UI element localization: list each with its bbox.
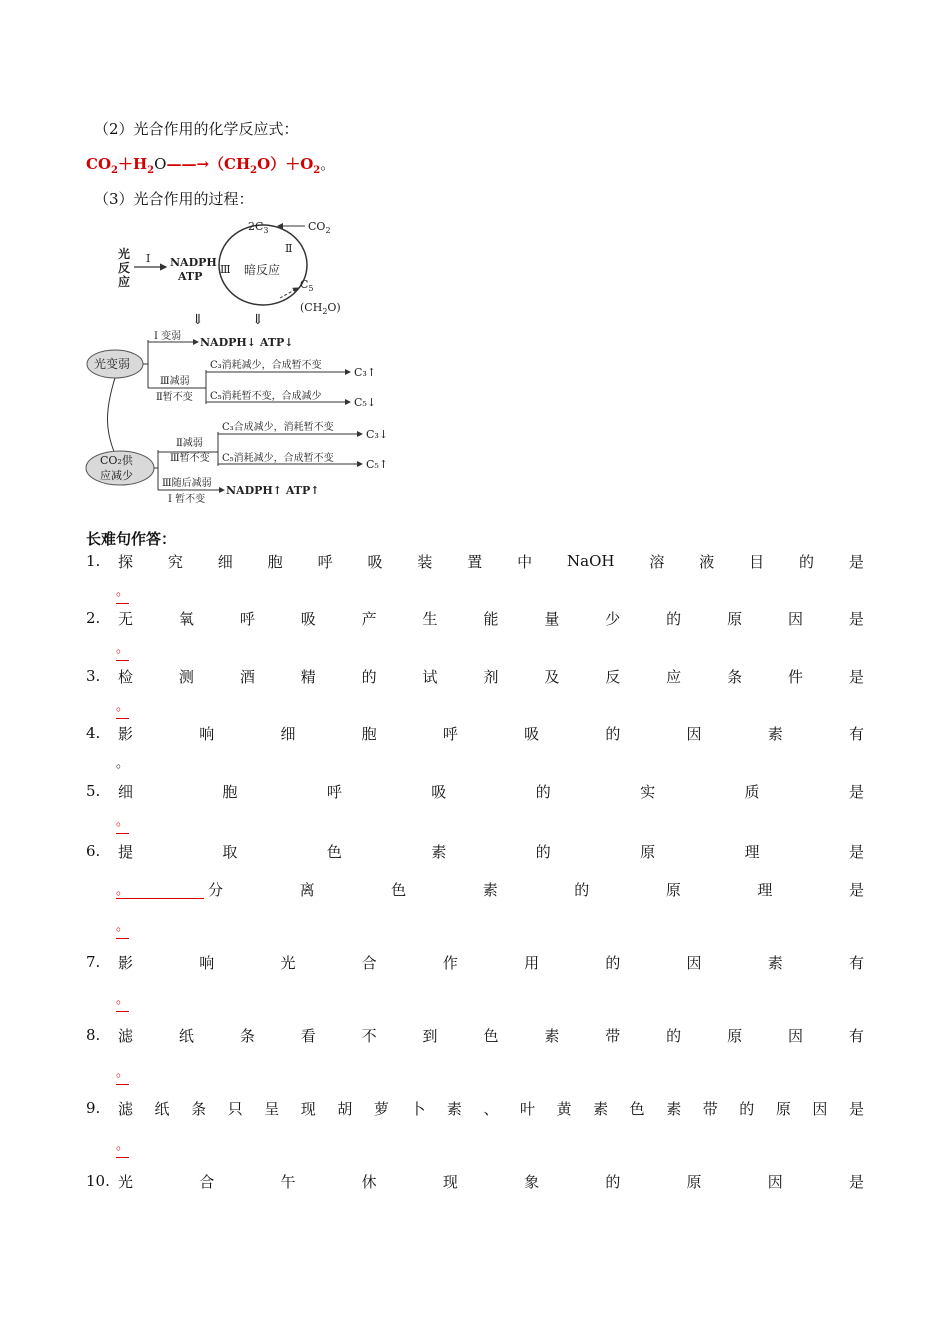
light-reaction-char: 应 — [118, 275, 131, 289]
svg-text:(CH2O) — [300, 301, 341, 316]
answer-blank[interactable]: 。 — [116, 1139, 129, 1158]
question-char: 酒 — [239, 667, 255, 686]
question-row — [86, 780, 864, 802]
question-char: 是 — [848, 880, 864, 899]
question-char: 的 — [574, 880, 590, 899]
question-char: 的 — [605, 953, 621, 972]
question-char: 原 — [686, 1172, 702, 1191]
question-char: 因 — [812, 1099, 828, 1118]
formula-o2: ＋O — [285, 155, 314, 173]
question-char: 用 — [524, 953, 540, 972]
question-char: 件 — [787, 667, 803, 686]
formula-co2: CO — [86, 155, 112, 173]
ch2o-label: (CH — [300, 301, 323, 314]
dark-reaction-label: 暗反应 — [244, 263, 281, 277]
c5-branch2-label: C₅消耗减少，合成暂不变 — [222, 453, 334, 464]
roman-i-label: I — [146, 252, 151, 265]
question-char: 及 — [544, 667, 560, 686]
question-char: 是 — [848, 782, 864, 801]
question-char: 看 — [300, 1026, 316, 1045]
question-char: 素 — [666, 1099, 682, 1118]
formula-arrow: ——→ — [166, 155, 210, 173]
question-char: 溶 — [649, 552, 665, 571]
question-row — [86, 1097, 864, 1119]
question-row — [86, 550, 864, 572]
question-char: 吸 — [431, 782, 447, 801]
question-char: 应 — [666, 667, 682, 686]
question-char: 响 — [199, 953, 215, 972]
question-char: 氧 — [178, 609, 194, 628]
question-char: 是 — [848, 609, 864, 628]
question-char: 色 — [326, 842, 342, 861]
c3-down-label: C₃↓ — [366, 428, 389, 441]
question-number: 5. — [86, 782, 101, 800]
question-char: 提 — [118, 842, 134, 861]
question-number: 6. — [86, 842, 101, 860]
question-char: 素 — [482, 880, 498, 899]
formula-sub: 2 — [250, 165, 258, 176]
question-char: 卜 — [410, 1099, 426, 1118]
iii-same-label: Ⅲ暂不变 — [170, 453, 210, 464]
question-char: 光 — [118, 1172, 134, 1191]
question-char: 是 — [848, 552, 864, 571]
question-text — [118, 666, 864, 687]
question-char: 因 — [686, 953, 702, 972]
question-char: 影 — [118, 724, 134, 743]
question-char: 剂 — [483, 667, 499, 686]
question-char: 试 — [422, 667, 438, 686]
question-char: 精 — [300, 667, 316, 686]
question-char: 细 — [217, 552, 233, 571]
question-char: 休 — [361, 1172, 377, 1191]
long-questions-title: 长难句作答： — [86, 530, 177, 548]
photosynthesis-process-diagram — [80, 210, 410, 510]
question-char: 带 — [702, 1099, 718, 1118]
question-text — [118, 1098, 864, 1119]
question-char: 影 — [118, 953, 134, 972]
question-char: 只 — [227, 1099, 243, 1118]
answer-blank[interactable]: 。 — [116, 993, 129, 1012]
question-char: 少 — [605, 609, 621, 628]
question-text — [118, 1025, 864, 1046]
question-char: 究 — [167, 552, 183, 571]
question-char: 现 — [300, 1099, 316, 1118]
i-same-label: I 暂不变 — [168, 494, 206, 505]
question-char: 胡 — [337, 1099, 353, 1118]
question-char: 呼 — [442, 724, 458, 743]
c5-label: C — [300, 278, 309, 291]
ch2o-end: O) — [327, 301, 341, 314]
co2-sub: 2 — [325, 226, 331, 235]
question-char: 色 — [391, 880, 407, 899]
ch2o-sub: 2 — [322, 307, 328, 316]
question-char: 吸 — [300, 609, 316, 628]
question-char: 中 — [517, 552, 533, 571]
question-char: 分 — [208, 880, 224, 899]
section-3-heading: （3）光合作用的过程： — [94, 190, 254, 208]
answer-blank[interactable]: 。 — [116, 756, 130, 771]
question-char: 能 — [483, 609, 499, 628]
question-char: 的 — [666, 1026, 682, 1045]
question-char: 条 — [727, 667, 743, 686]
question-char: 因 — [787, 1026, 803, 1045]
question-char: 萝 — [373, 1099, 389, 1118]
formula-h: ＋H — [117, 155, 148, 173]
question-char: 检 — [118, 667, 134, 686]
formula-ch2o-close: O） — [257, 155, 286, 173]
co2-label: CO — [308, 220, 326, 233]
roman-ii-label: Ⅱ — [285, 242, 293, 255]
question-char: 因 — [686, 724, 702, 743]
photosynthesis-equation — [86, 153, 335, 176]
answer-blank[interactable]: 。 — [116, 642, 129, 661]
c5-up-label: C₅↑ — [366, 458, 389, 471]
co2-low-label: 应减少 — [100, 469, 133, 482]
question-char: 液 — [699, 552, 715, 571]
question-char: 的 — [535, 782, 551, 801]
question-char: 色 — [629, 1099, 645, 1118]
question-char: 有 — [848, 724, 864, 743]
question-row — [86, 607, 864, 629]
light-weak-label: 光变弱 — [94, 357, 131, 371]
question-char: 反 — [605, 667, 621, 686]
roman-iii-label: Ⅲ — [220, 263, 231, 276]
question-char: 装 — [417, 552, 433, 571]
question-number: 4. — [86, 724, 101, 742]
question-char: 素 — [431, 842, 447, 861]
question-char: 午 — [280, 1172, 296, 1191]
question-char: 原 — [727, 609, 743, 628]
connector-curve — [108, 378, 116, 454]
question-char: 原 — [640, 842, 656, 861]
question-text — [118, 608, 864, 629]
i-weak-label: I 变弱 — [154, 331, 182, 342]
question-char: 的 — [666, 609, 682, 628]
c5-down-label: C₅↓ — [354, 396, 377, 409]
question-char: 纸 — [154, 1099, 170, 1118]
question-char: 量 — [544, 609, 560, 628]
c3-top-label: 2C — [248, 220, 264, 233]
question-number: 7. — [86, 953, 101, 971]
co2-low-label: CO₂供 — [100, 454, 133, 467]
answer-blank[interactable]: 。 — [116, 815, 129, 834]
question-char: 原 — [727, 1026, 743, 1045]
question-char: 胞 — [267, 552, 283, 571]
question-char: 离 — [299, 880, 315, 899]
light-reaction-char: 反 — [118, 261, 131, 275]
question-char: 条 — [239, 1026, 255, 1045]
question-text — [118, 551, 864, 572]
question-char: 有 — [848, 953, 864, 972]
question-char: 现 — [442, 1172, 458, 1191]
nadph-atp-down-label: NADPH↓ ATP↓ — [200, 336, 294, 349]
question-char: 呼 — [239, 609, 255, 628]
question-char: 素 — [544, 1026, 560, 1045]
question-char: 无 — [118, 609, 134, 628]
question-char: 呈 — [264, 1099, 280, 1118]
question-char: 呼 — [326, 782, 342, 801]
c3-top-sub: 3 — [263, 226, 269, 235]
question-row — [86, 1024, 864, 1046]
question-number: 2. — [86, 609, 101, 627]
question-char: 滤 — [118, 1026, 134, 1045]
question-char: 、 — [483, 1099, 499, 1118]
question-char: 纸 — [178, 1026, 194, 1045]
question-char: 带 — [605, 1026, 621, 1045]
question-number: 8. — [86, 1026, 101, 1044]
question-char: 合 — [199, 1172, 215, 1191]
question-char: 素 — [767, 724, 783, 743]
ii-weak-label: Ⅱ减弱 — [176, 438, 203, 449]
section-2-heading: （2）光合作用的化学反应式： — [94, 120, 299, 138]
answer-blank[interactable]: 。 — [116, 920, 129, 939]
question-char: 是 — [848, 1172, 864, 1191]
question-text — [118, 781, 864, 802]
question-char: 因 — [787, 609, 803, 628]
question-char: 合 — [361, 953, 377, 972]
question-char: 的 — [605, 1172, 621, 1191]
question-char: 是 — [848, 1099, 864, 1118]
question-text — [118, 1171, 864, 1192]
question-char: 素 — [446, 1099, 462, 1118]
question-char: 实 — [640, 782, 656, 801]
question-char: 素 — [593, 1099, 609, 1118]
question-text — [208, 879, 864, 900]
question-row — [86, 951, 864, 973]
question-char: 的 — [535, 842, 551, 861]
question-char: 的 — [361, 667, 377, 686]
question-char: 叶 — [520, 1099, 536, 1118]
formula-o: O — [154, 155, 167, 173]
nadph-label: NADPH — [170, 256, 217, 269]
c5-sub: 5 — [308, 284, 314, 293]
question-char: 滤 — [118, 1099, 134, 1118]
question-char: 因 — [767, 1172, 783, 1191]
question-char: 条 — [191, 1099, 207, 1118]
nadph-atp-up-label: NADPH↑ ATP↑ — [226, 484, 320, 497]
answer-blank[interactable]: 。 — [116, 585, 129, 604]
question-char: 胞 — [222, 782, 238, 801]
question-char: 呼 — [317, 552, 333, 571]
question-char: 象 — [524, 1172, 540, 1191]
answer-blank[interactable]: 。 — [116, 1066, 129, 1085]
c3-up-label: C₃↑ — [354, 366, 377, 379]
ii-same-label: Ⅱ暂不变 — [156, 392, 193, 403]
question-char: 目 — [749, 552, 765, 571]
question-row-continued — [116, 878, 864, 900]
formula-sub: 2 — [147, 165, 155, 176]
question-text — [118, 841, 864, 862]
question-row — [86, 665, 864, 687]
question-char: 产 — [361, 609, 377, 628]
question-char: 吸 — [524, 724, 540, 743]
question-char: 是 — [848, 842, 864, 861]
question-char: 的 — [799, 552, 815, 571]
down-arrow-icon: ⇓ — [192, 312, 204, 328]
question-char: 生 — [422, 609, 438, 628]
question-char: 原 — [775, 1099, 791, 1118]
question-char: 有 — [848, 1026, 864, 1045]
question-char: NaOH — [567, 552, 615, 570]
question-char: 探 — [118, 552, 134, 571]
question-char: 的 — [739, 1099, 755, 1118]
down-arrow-icon: ⇓ — [252, 312, 264, 328]
formula-sub: 2 — [111, 165, 118, 176]
svg-text:CO2 — [308, 220, 331, 235]
question-number: 9. — [86, 1099, 101, 1117]
question-row — [86, 1170, 864, 1192]
svg-text:C5 — [300, 278, 314, 293]
question-char: 取 — [222, 842, 238, 861]
question-char: 到 — [422, 1026, 438, 1045]
svg-text:2C3 — [248, 220, 269, 235]
question-char: 色 — [483, 1026, 499, 1045]
c3-branch1-label: C₃消耗减少，合成暂不变 — [210, 360, 322, 371]
question-number: 1. — [86, 552, 101, 570]
question-char: 测 — [178, 667, 194, 686]
atp-label: ATP — [178, 270, 203, 283]
question-char: 的 — [605, 724, 621, 743]
iii-weak-label: Ⅲ减弱 — [160, 376, 190, 387]
question-row — [86, 722, 864, 744]
question-char: 是 — [848, 667, 864, 686]
question-char: 作 — [442, 953, 458, 972]
question-char: 吸 — [367, 552, 383, 571]
iii-later-label: Ⅲ随后减弱 — [162, 478, 212, 489]
question-text — [118, 952, 864, 973]
question-text — [118, 723, 864, 744]
c5-branch1-label: C₅消耗暂不变，合成减少 — [210, 391, 322, 402]
question-char: 原 — [665, 880, 681, 899]
question-char: 胞 — [361, 724, 377, 743]
answer-blank[interactable]: 。 — [116, 879, 204, 899]
question-char: 细 — [118, 782, 134, 801]
question-char: 细 — [280, 724, 296, 743]
formula-sub: 2 — [313, 165, 321, 176]
question-number: 3. — [86, 667, 101, 685]
question-char: 素 — [767, 953, 783, 972]
question-char: 不 — [361, 1026, 377, 1045]
light-reaction-char: 光 — [118, 247, 131, 261]
c3-branch2-label: C₃合成减少，消耗暂不变 — [222, 422, 334, 433]
formula-end: 。 — [320, 155, 336, 173]
answer-blank[interactable]: 。 — [116, 700, 129, 719]
question-char: 响 — [199, 724, 215, 743]
question-number: 10. — [86, 1172, 110, 1190]
question-char: 光 — [280, 953, 296, 972]
question-char: 理 — [757, 880, 773, 899]
question-char: 置 — [467, 552, 483, 571]
formula-ch2o: （CH — [209, 155, 251, 173]
question-char: 质 — [744, 782, 760, 801]
question-char: 黄 — [556, 1099, 572, 1118]
question-char: 理 — [744, 842, 760, 861]
question-row — [86, 840, 864, 862]
